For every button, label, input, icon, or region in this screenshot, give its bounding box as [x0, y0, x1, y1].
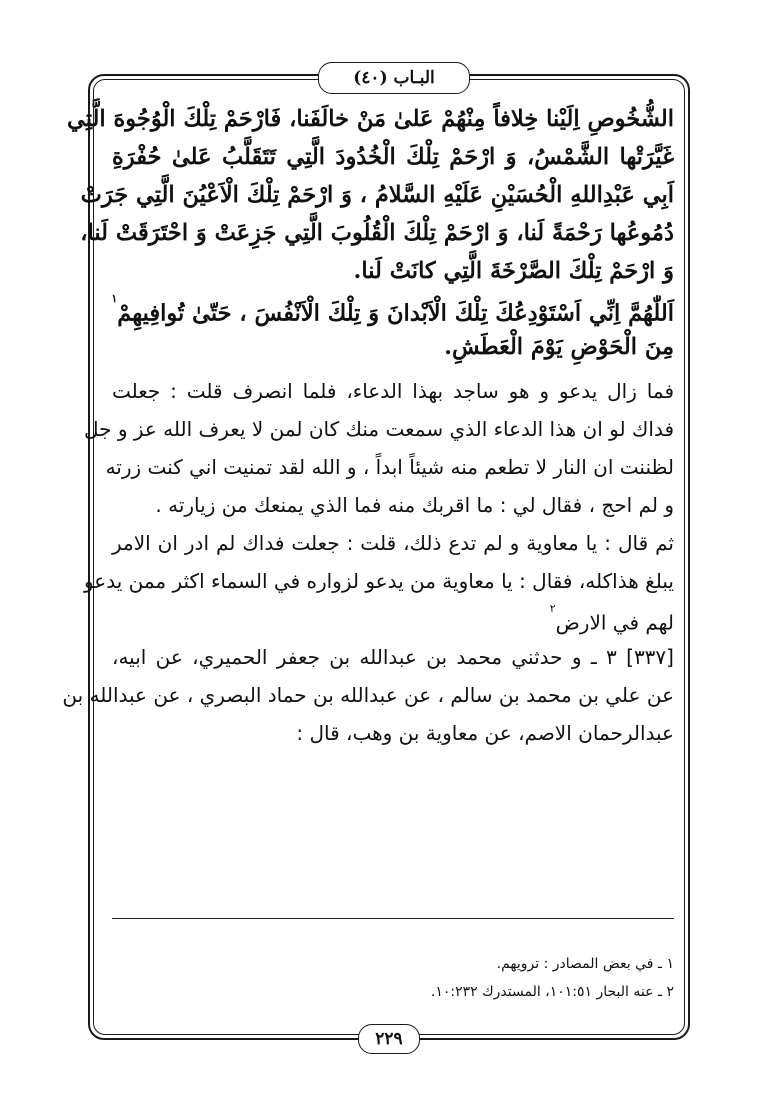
footnote-marker: ١	[111, 292, 118, 305]
supplication-line: غَيَّرَتْها الشَّمْسُ، وَ ارْحَمْ تِلْكَ الْخُدُودَ الَّتِي تَتَقَلَّبُ عَلىٰ حُفْرَةِ	[112, 144, 674, 170]
hadith-header-line: [٣٣٧] ٣ ـ و حدثني محمد بن عبدالله بن جعفر الحميري، عن ابيه،	[112, 645, 674, 669]
supplication-line: اَبِي عَبْدِاللهِ الْحُسَيْنِ عَلَيْهِ السَّلامُ ، وَ ارْحَمْ تِلْكَ الْاَعْيُنَ الَّتِي جَرَتْ	[80, 182, 674, 208]
footnote-item: ١ ـ في بعض المصادر : ترويهم.	[496, 956, 674, 972]
prose-line: ثم قال : يا معاوية و لم تدع ذلك، قلت : جعلت فداك لم ادر ان الامر	[112, 531, 674, 555]
supplication-line: مِنَ الْحَوْضِ يَوْمَ الْعَطَشِ.	[444, 334, 674, 360]
footnote-marker: ٢	[549, 602, 556, 615]
page-number: ٢٢٩	[358, 1024, 420, 1054]
prose-line: فداك لو ان هذا الدعاء الذي سمعت منك كان لمن لا يعرف الله عز و جل	[83, 417, 674, 441]
footnote-divider	[112, 918, 674, 919]
prose-line: يبلغ هذاكله، فقال : يا معاوية من يدعو لزواره في السماء اكثر ممن يدعو	[83, 569, 674, 593]
supplication-line	[112, 290, 674, 328]
prose-line	[112, 600, 674, 638]
chapter-label: البـاب (٤٠)	[318, 62, 470, 94]
supplication-line: الشُّخُوصِ اِلَيْنا خِلافاً مِنْهُمْ عَلىٰ مَنْ خالَفَنا، فَارْحَمْ تِلْكَ الْوُجُوهَ الَّتِي	[67, 106, 674, 132]
prose-line: عبدالرحمان الاصم، عن معاوية بن وهب، قال :	[296, 721, 674, 745]
prose-line: فما زال يدعو و هو ساجد بهذا الدعاء، فلما انصرف قلت : جعلت	[112, 379, 674, 403]
footnotes	[112, 950, 674, 1006]
prose-text: لهم في الارض	[555, 610, 674, 635]
prose-line: عن علي بن محمد بن سالم ، عن عبدالله بن حماد البصري ، عن عبدالله بن	[62, 683, 674, 707]
prose-line: لظننت ان النار لا تطعم منه شيئاً ابداً ، و الله لقد تمنيت اني كنت زرته	[105, 455, 674, 479]
footnote-item: ٢ ـ عنه البحار ١٠١:٥١، المستدرك ١٠:٢٣٢.	[430, 984, 674, 1000]
supplication-text: اَللّٰهُمَّ اِنِّي اَسْتَوْدِعُكَ تِلْكَ الْاَبْدانَ وَ تِلْكَ الْاَنْفُسَ ، حَتّىٰ تُوافِيهِمْ	[117, 300, 674, 327]
page-body	[62, 100, 674, 752]
prose-line: و لم احج ، فقال لي : ما اقربك منه فما الذي يمنعك من زيارته .	[155, 493, 674, 517]
supplication-line: دُمُوعُها رَحْمَةً لَنا، وَ ارْحَمْ تِلْكَ الْقُلُوبَ الَّتِي جَزِعَتْ وَ احْتَرَقَتْ لَنا،	[80, 220, 674, 246]
supplication-line: وَ ارْحَمْ تِلْكَ الصَّرْخَةَ الَّتِي كانَتْ لَنا.	[353, 258, 674, 284]
